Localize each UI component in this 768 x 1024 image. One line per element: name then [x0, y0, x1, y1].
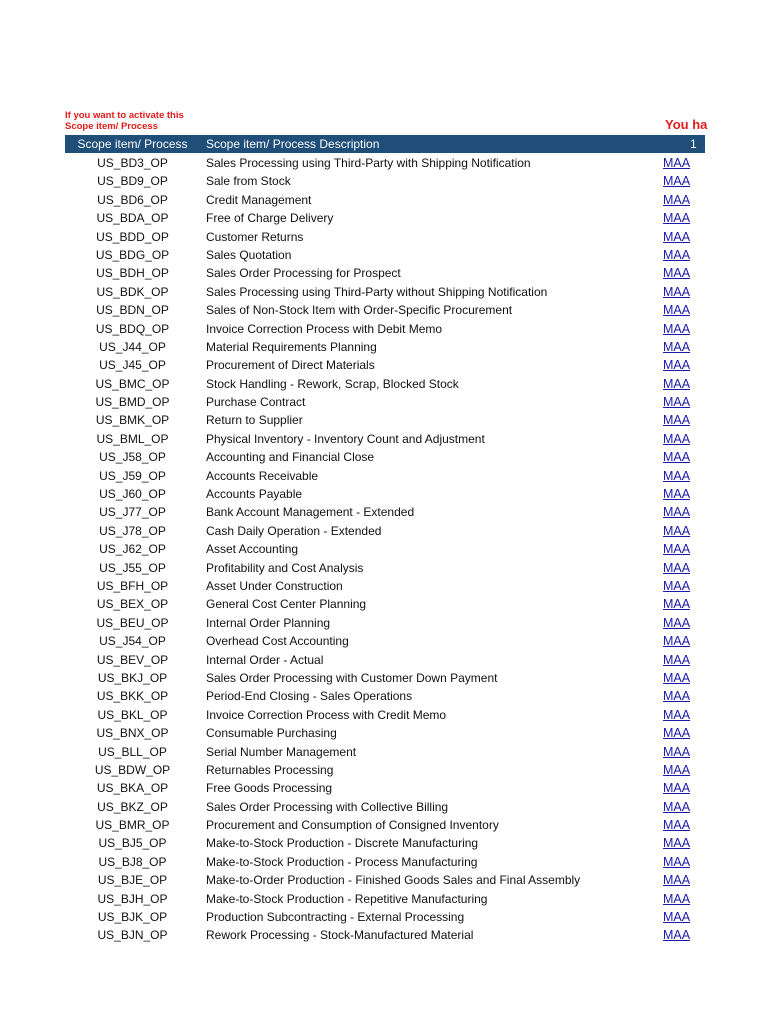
table-row	[65, 338, 705, 356]
scope-item-description: Procurement of Direct Materials	[206, 358, 375, 373]
maa-link[interactable]: MAA	[663, 468, 691, 483]
scope-item-id: US_BMK_OP	[95, 413, 170, 428]
scope-item-description: Profitability and Cost Analysis	[206, 560, 364, 575]
table-row	[65, 209, 705, 227]
scope-item-description: Invoice Correction Process with Credit Memo	[206, 707, 447, 722]
scope-item-id: US_BKL_OP	[97, 707, 168, 722]
scope-item-id: US_BJ5_OP	[98, 836, 167, 851]
scope-item-id: US_J54_OP	[99, 634, 166, 649]
scope-item-id: US_BDA_OP	[96, 211, 169, 226]
table-row	[65, 651, 705, 669]
table-row	[65, 834, 705, 852]
maa-link[interactable]: MAA	[663, 211, 691, 226]
maa-link[interactable]: MAA	[663, 284, 691, 299]
scope-item-description: Procurement and Consumption of Consigned Inventory	[206, 818, 499, 833]
scope-item-id: US_BJH_OP	[97, 891, 168, 906]
scope-item-id: US_BMD_OP	[95, 395, 170, 410]
maa-link[interactable]: MAA	[663, 174, 691, 189]
table-row	[65, 540, 705, 558]
table-row	[65, 853, 705, 871]
table-row	[65, 908, 705, 926]
maa-link[interactable]: MAA	[663, 229, 691, 244]
scope-item-description: Make-to-Stock Production - Repetitive Manufacturing	[206, 891, 488, 906]
scope-item-description: Material Requirements Planning	[206, 339, 377, 354]
maa-link[interactable]: MAA	[663, 928, 691, 943]
maa-link[interactable]: MAA	[663, 854, 691, 869]
maa-link[interactable]: MAA	[663, 321, 691, 336]
scope-item-description: Asset Under Construction	[206, 578, 343, 593]
scope-item-id: US_BDW_OP	[94, 762, 171, 777]
table-row	[65, 320, 705, 338]
scope-item-id: US_BKK_OP	[96, 689, 169, 704]
scope-item-description: Internal Order Planning	[206, 615, 331, 630]
scope-item-description: Rework Processing - Stock-Manufactured Material	[206, 928, 474, 943]
maa-link[interactable]: MAA	[663, 781, 691, 796]
maa-link[interactable]: MAA	[663, 395, 691, 410]
scope-item-description: Period-End Closing - Sales Operations	[206, 689, 413, 704]
table-row	[65, 467, 705, 485]
scope-item-description: Make-to-Stock Production - Discrete Manufacturing	[206, 836, 479, 851]
table-row	[65, 687, 705, 705]
maa-link[interactable]: MAA	[663, 891, 691, 906]
table-row	[65, 448, 705, 466]
scope-item-id: US_BKA_OP	[96, 781, 169, 796]
scope-item-id: US_BJN_OP	[97, 928, 168, 943]
table-row	[65, 393, 705, 411]
scope-item-description: Make-to-Stock Production - Process Manufacturing	[206, 854, 478, 869]
scope-item-description: Sale from Stock	[206, 174, 291, 189]
maa-link[interactable]: MAA	[663, 266, 691, 281]
scope-item-description: Purchase Contract	[206, 395, 306, 410]
table-row	[65, 669, 705, 687]
maa-link[interactable]: MAA	[663, 689, 691, 704]
scope-item-description: Accounts Payable	[206, 487, 303, 502]
maa-link[interactable]: MAA	[663, 873, 691, 888]
scope-item-id: US_J78_OP	[99, 523, 166, 538]
maa-link[interactable]: MAA	[663, 376, 691, 391]
scope-item-id: US_J59_OP	[99, 468, 166, 483]
scope-item-description: Sales Processing using Third-Party with Shipping Notification	[206, 156, 531, 170]
maa-link[interactable]: MAA	[663, 192, 691, 207]
maa-link[interactable]: MAA	[663, 799, 691, 814]
table-row	[65, 264, 705, 282]
table-row	[65, 890, 705, 908]
maa-link[interactable]: MAA	[663, 578, 691, 593]
maa-link[interactable]: MAA	[663, 818, 691, 833]
maa-link[interactable]: MAA	[663, 523, 691, 538]
table-row	[65, 577, 705, 595]
scope-item-description: Sales of Non-Stock Item with Order-Specific Procurement	[206, 303, 513, 318]
maa-link[interactable]: MAA	[663, 726, 691, 741]
scope-item-description: Stock Handling - Rework, Scrap, Blocked Stock	[206, 376, 459, 391]
scope-item-id: US_BMC_OP	[95, 376, 170, 391]
scope-item-id: US_BDH_OP	[96, 266, 169, 281]
table-row	[65, 632, 705, 650]
maa-link[interactable]: MAA	[663, 505, 691, 520]
scope-item-description: Overhead Cost Accounting	[206, 634, 349, 649]
table-row	[65, 559, 705, 577]
table-row	[65, 356, 705, 374]
table-row	[65, 798, 705, 816]
maa-link[interactable]: MAA	[663, 652, 691, 667]
scope-item-description: Credit Management	[206, 192, 312, 207]
table-row	[65, 724, 705, 742]
maa-link[interactable]: MAA	[663, 542, 691, 557]
scope-item-id: US_BEV_OP	[96, 652, 169, 667]
scope-item-id: US_BDD_OP	[96, 229, 169, 244]
maa-link[interactable]: MAA	[663, 450, 691, 465]
table-row	[65, 154, 705, 172]
scope-item-description: Free of Charge Delivery	[206, 211, 334, 226]
scope-item-id: US_BKJ_OP	[97, 670, 168, 685]
table-row	[65, 871, 705, 889]
scope-item-description: Accounting and Financial Close	[206, 450, 375, 465]
table-row	[65, 779, 705, 797]
scope-item-id: US_J44_OP	[99, 339, 166, 354]
table-row	[65, 191, 705, 209]
header-description: Scope item/ Process Description	[206, 137, 380, 151]
scope-item-id: US_BD6_OP	[97, 192, 168, 207]
scope-item-description: Sales Order Processing with Customer Down Payment	[206, 670, 498, 685]
maa-link[interactable]: MAA	[663, 358, 691, 373]
scope-item-id: US_BLL_OP	[98, 744, 167, 759]
maa-link[interactable]: MAA	[663, 487, 691, 502]
maa-link[interactable]: MAA	[663, 836, 691, 851]
scope-item-description: Sales Order Processing for Prospect	[206, 266, 401, 281]
scope-item-id: US_BJK_OP	[97, 910, 168, 925]
table-row	[65, 926, 705, 944]
header-scope-item: Scope item/ Process	[77, 137, 188, 151]
scope-item-description: Bank Account Management - Extended	[206, 505, 415, 520]
scope-item-id: US_BKZ_OP	[97, 799, 168, 814]
scope-item-description: Sales Processing using Third-Party without Shipping Notification	[206, 284, 548, 299]
scope-item-description: Sales Quotation	[206, 247, 292, 262]
scope-item-description: Return to Supplier	[206, 413, 303, 428]
scope-item-id: US_BDN_OP	[96, 303, 169, 318]
maa-link[interactable]: MAA	[663, 413, 691, 428]
maa-link[interactable]: MAA	[663, 560, 691, 575]
table-row	[65, 301, 705, 319]
table-row	[65, 375, 705, 393]
table-row	[65, 595, 705, 613]
scope-item-description: General Cost Center Planning	[206, 597, 367, 612]
truncated-right-note: You ha	[665, 117, 708, 132]
table-row	[65, 816, 705, 834]
scope-item-id: US_BML_OP	[96, 431, 169, 446]
scope-item-id: US_BDK_OP	[96, 284, 169, 299]
maa-link[interactable]: MAA	[663, 744, 691, 759]
scope-item-id: US_BD3_OP	[97, 156, 168, 170]
scope-item-description: Production Subcontracting - External Processing	[206, 910, 465, 925]
scope-item-id: US_BD9_OP	[97, 174, 168, 189]
table-row	[65, 411, 705, 429]
scope-item-id: US_BDQ_OP	[95, 321, 170, 336]
maa-link[interactable]: MAA	[663, 303, 691, 318]
table-row	[65, 706, 705, 724]
scope-item-description: Free Goods Processing	[206, 781, 333, 796]
maa-link[interactable]: MAA	[663, 339, 691, 354]
scope-item-id: US_J58_OP	[99, 450, 166, 465]
scope-item-description: Accounts Receivable	[206, 468, 319, 483]
maa-link[interactable]: MAA	[663, 762, 691, 777]
scope-item-description: Returnables Processing	[206, 762, 334, 777]
table-row	[65, 522, 705, 540]
table-row	[65, 246, 705, 264]
maa-link[interactable]: MAA	[663, 247, 691, 262]
activation-note	[65, 110, 225, 132]
maa-link[interactable]: MAA	[663, 597, 691, 612]
header-column-number: 1	[690, 137, 697, 151]
scope-item-id: US_BJE_OP	[97, 873, 168, 888]
scope-item-description: Sales Order Processing with Collective Billing	[206, 799, 449, 814]
scope-item-id: US_BMR_OP	[95, 818, 170, 833]
scope-item-description: Physical Inventory - Inventory Count and Adjustment	[206, 431, 485, 446]
table-row	[65, 761, 705, 779]
scope-item-id: US_BNX_OP	[96, 726, 169, 741]
scope-item-description: Asset Accounting	[206, 542, 299, 557]
maa-link[interactable]: MAA	[663, 156, 691, 170]
scope-item-description: Invoice Correction Process with Debit Memo	[206, 321, 443, 336]
scope-item-id: US_BFH_OP	[96, 578, 169, 593]
maa-link[interactable]: MAA	[663, 910, 691, 925]
table-row	[65, 228, 705, 246]
scope-item-description: Make-to-Order Production - Finished Goods Sales and Final Assembly	[206, 873, 581, 888]
scope-item-id: US_J77_OP	[99, 505, 166, 520]
scope-item-id: US_BJ8_OP	[98, 854, 167, 869]
maa-link[interactable]: MAA	[663, 707, 691, 722]
table-row	[65, 430, 705, 448]
scope-item-id: US_BDG_OP	[95, 247, 170, 262]
scope-item-table	[65, 154, 705, 945]
scope-item-description: Cash Daily Operation - Extended	[206, 523, 382, 538]
maa-link[interactable]: MAA	[663, 634, 691, 649]
table-row	[65, 485, 705, 503]
scope-item-description: Internal Order - Actual	[206, 652, 324, 667]
table-row	[65, 743, 705, 761]
activation-note-line1: If you want to activate this	[65, 110, 184, 121]
maa-link[interactable]: MAA	[663, 670, 691, 685]
scope-item-description: Consumable Purchasing	[206, 726, 337, 741]
table-row	[65, 172, 705, 190]
table-row	[65, 503, 705, 521]
scope-item-id: US_J60_OP	[99, 487, 166, 502]
table-row	[65, 614, 705, 632]
activation-note-line2: Scope item/ Process	[65, 121, 158, 132]
scope-item-id: US_J45_OP	[99, 358, 166, 373]
scope-item-id: US_BEX_OP	[96, 597, 169, 612]
scope-item-description: Serial Number Management	[206, 744, 357, 759]
scope-item-id: US_BEU_OP	[96, 615, 169, 630]
maa-link[interactable]: MAA	[663, 431, 691, 446]
scope-item-id: US_J55_OP	[99, 560, 166, 575]
scope-item-id: US_J62_OP	[99, 542, 166, 557]
scope-item-description: Customer Returns	[206, 229, 304, 244]
maa-link[interactable]: MAA	[663, 615, 691, 630]
table-row	[65, 283, 705, 301]
table-header	[65, 135, 705, 153]
